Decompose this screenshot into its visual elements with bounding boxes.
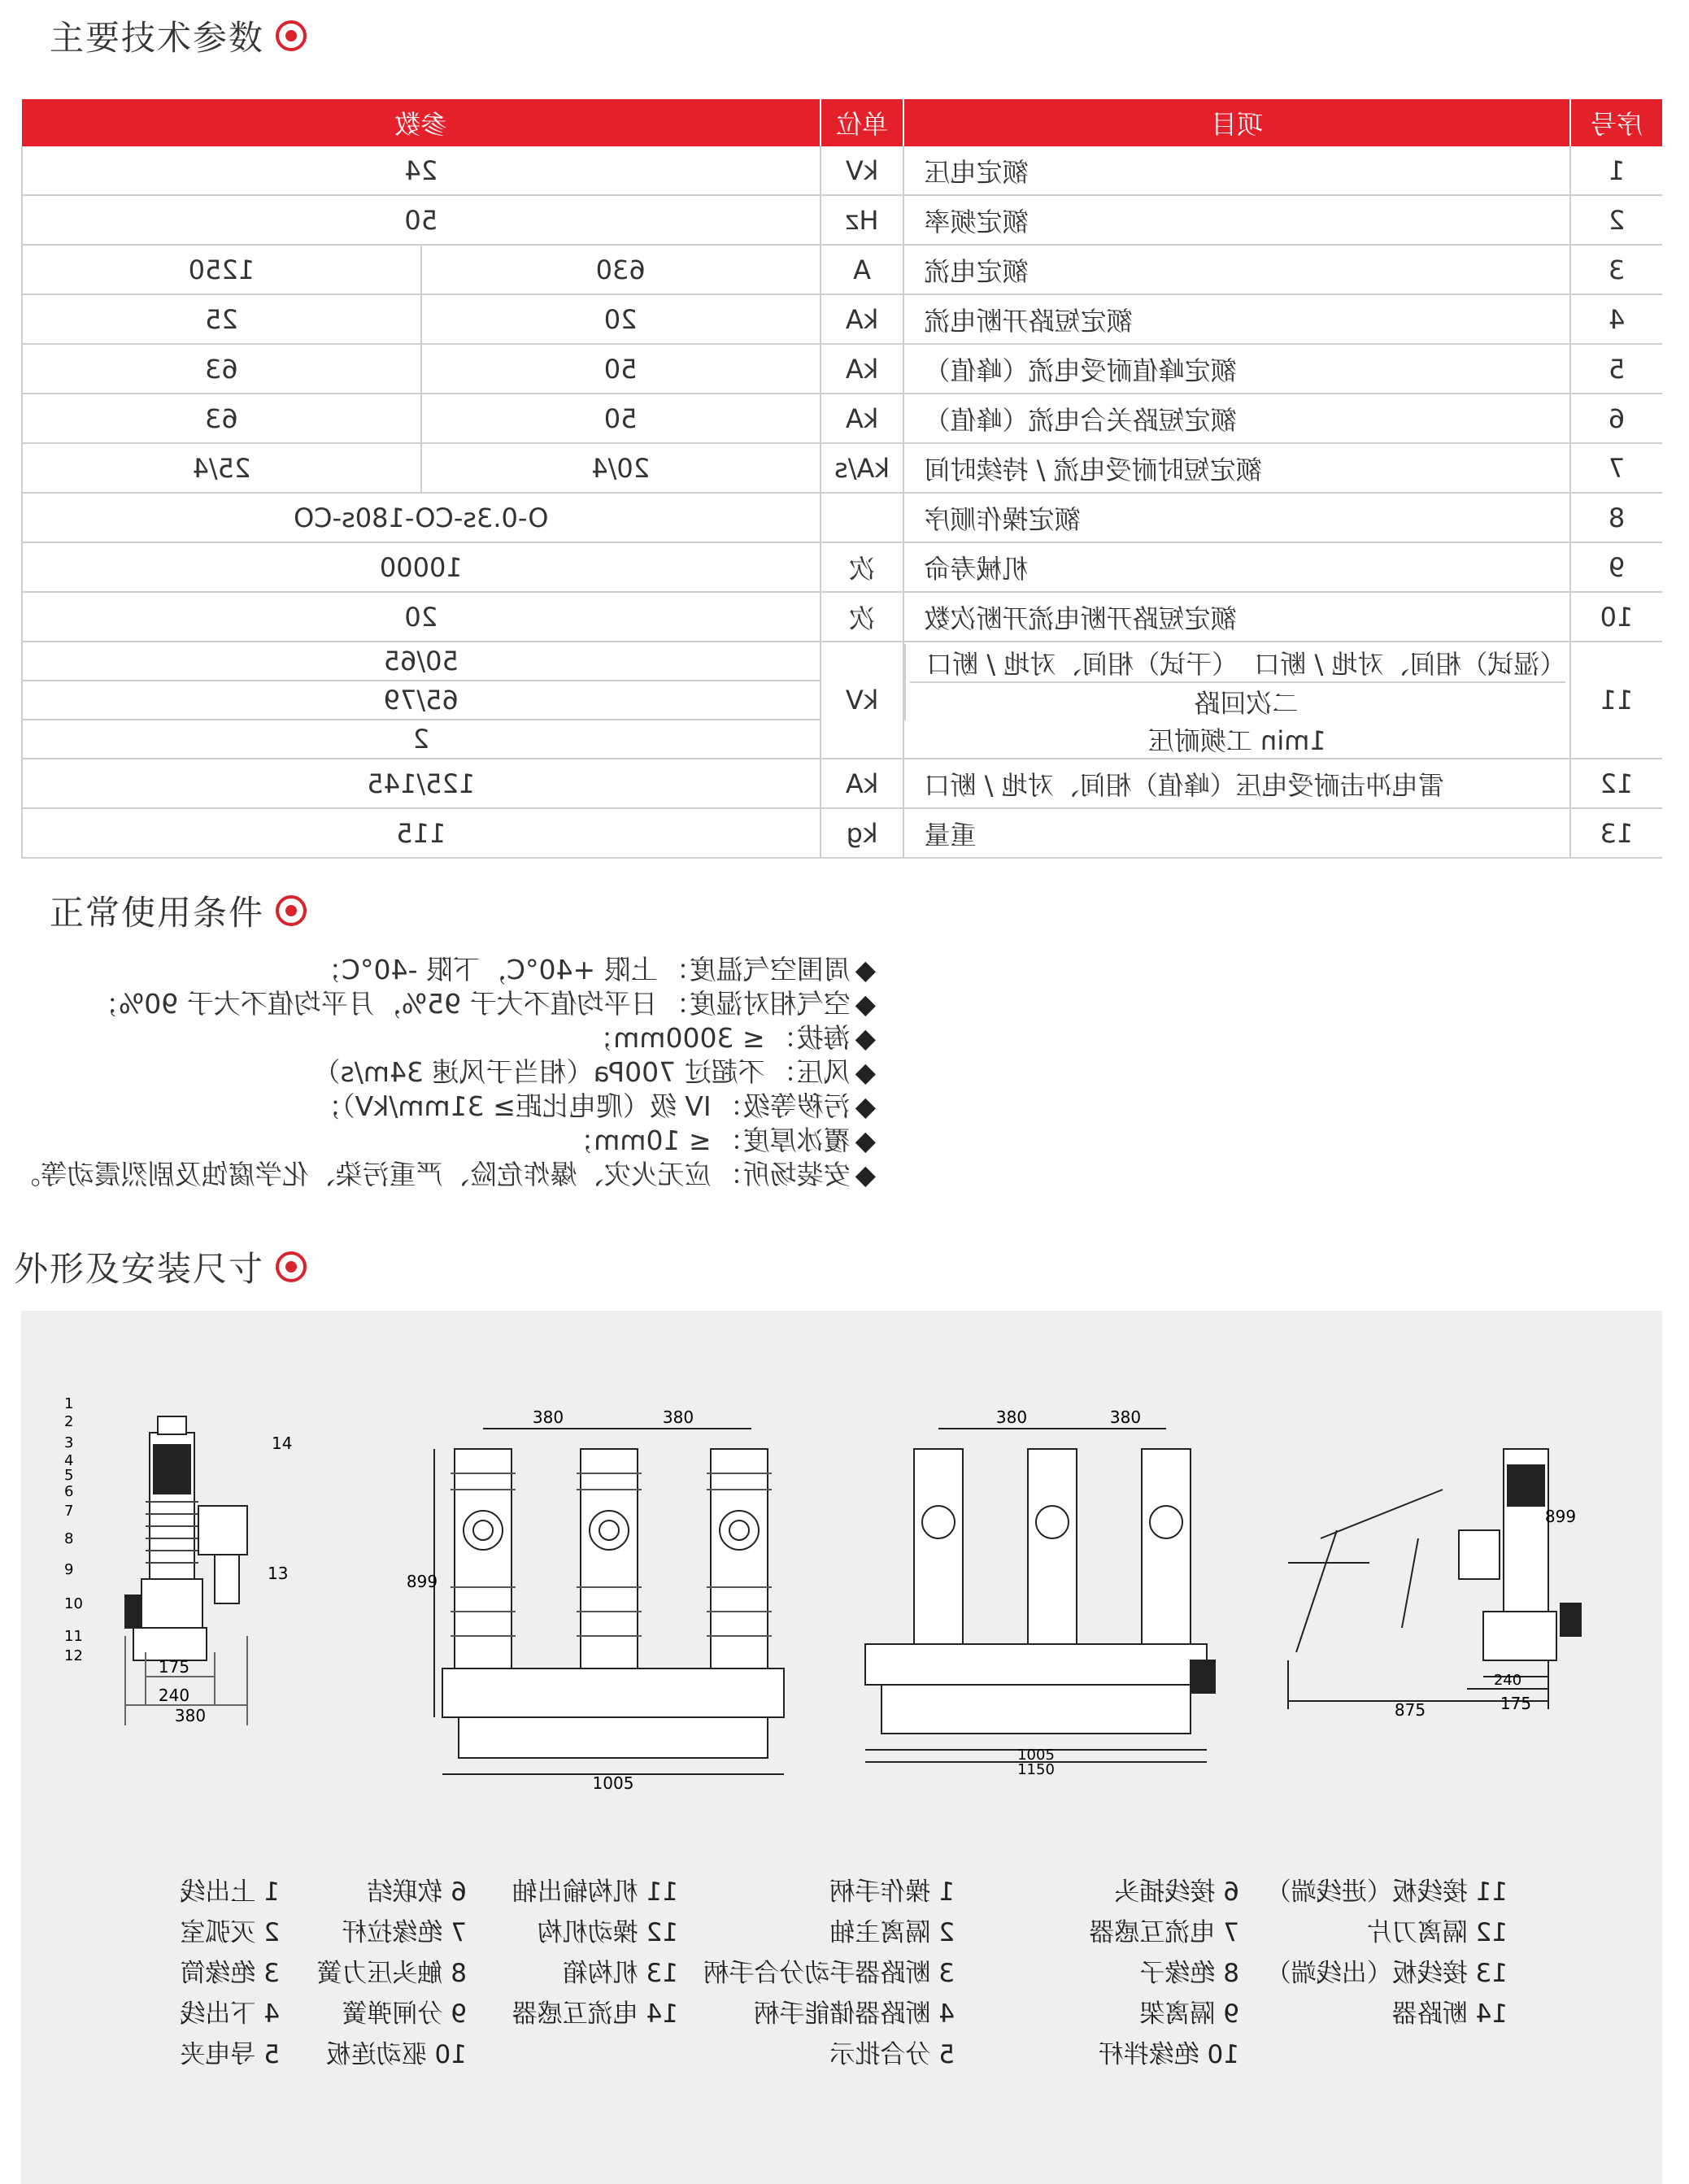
cell-item: [904, 542, 1571, 592]
cell-text: 63: [205, 402, 238, 434]
drawing-panel: [21, 1311, 1662, 2184]
legend-item: 6 软联结: [367, 1877, 467, 1907]
condition-item: [13, 1158, 876, 1192]
cell-text: kA: [845, 768, 879, 799]
cell-value: [22, 245, 421, 294]
legend-item: 4 下出线: [180, 1999, 280, 2029]
cell-text: 1250: [188, 254, 255, 285]
table-row: [22, 195, 1662, 245]
cell-item: 1min 工频耐压: [1147, 725, 1326, 756]
cell-text: 20: [404, 601, 438, 633]
callout-3: 3: [64, 1434, 74, 1451]
legend-item: 2 灭弧室: [180, 1918, 280, 1947]
callout-12: 12: [64, 1647, 83, 1664]
cell-value: [421, 394, 821, 443]
cell-no: [1570, 394, 1662, 443]
condition-item: [22, 987, 876, 1021]
cell-unit: [821, 592, 904, 642]
legend-item: 7 绝缘拉杆: [342, 1918, 467, 1947]
cell-value: [421, 344, 821, 394]
cell-text: 额定短时耐受电流 / 持续时间: [924, 454, 1262, 485]
cell-text: 2: [1608, 204, 1626, 236]
cell-value: [22, 344, 421, 394]
legend-b-col-2: [1089, 1872, 1239, 2075]
dim-240: 240: [1493, 1672, 1522, 1689]
legend-item: 11 机构输出轴: [511, 1877, 678, 1907]
cell-text: 4: [1608, 303, 1626, 335]
cell-text: 1: [1608, 154, 1626, 186]
cell-text: 25/4: [192, 452, 251, 484]
cell-text: O-0.3s-CO-180s-CO: [294, 502, 549, 533]
cell-no: [1570, 195, 1662, 245]
dim-875: 875: [1394, 1700, 1426, 1720]
legend-item: 2 隔离主轴: [829, 1918, 955, 1947]
table-row: [22, 592, 1662, 642]
cell-text: 10000: [379, 551, 463, 583]
cell-text: 125/145: [367, 768, 476, 799]
cell-text: kV: [845, 154, 879, 186]
cell-text: 次: [849, 553, 876, 585]
cell-value: [22, 493, 821, 542]
cell-value: [22, 720, 821, 759]
cell-value: [22, 681, 821, 720]
cell-text: 额定短路关合电流（峰值）: [924, 404, 1237, 436]
cell-value: [22, 592, 821, 642]
cell-subitem: （湿试）相间、对地 / 断口: [1238, 644, 1565, 683]
cell-text: 50: [404, 204, 438, 236]
cell-text: 7: [1608, 452, 1626, 484]
legend-item: 7 电流互感器: [1089, 1918, 1239, 1947]
cell-unit: [821, 146, 904, 195]
spec-table: [21, 99, 1662, 859]
dim-1150: 1150: [1017, 1761, 1055, 1778]
cell-text: 115: [396, 817, 446, 849]
cell-text: 630: [595, 254, 646, 285]
cell-text: 65/79: [383, 685, 459, 716]
cell-item: [904, 493, 1571, 542]
table-row: [22, 493, 1662, 542]
cell-text: 机械寿命: [924, 553, 1029, 585]
cell-no: [1570, 344, 1662, 394]
cell-value: [421, 294, 821, 344]
legend-item: 9 隔离架: [1139, 1999, 1239, 2029]
cell-text: kA/s: [834, 452, 890, 484]
header-no: 序号: [1570, 99, 1662, 146]
legend-a-col-3: [512, 1872, 678, 2034]
cell-text: 10: [1600, 601, 1634, 633]
cell-unit: [821, 245, 904, 294]
cell-text: 雷电冲击耐受电压（峰值）相间、对地 / 断口: [924, 769, 1444, 801]
cell-item: [904, 245, 1571, 294]
condition-value: 不超过 700Pa（相当于风速 34m/s）: [313, 1056, 765, 1088]
cell-no: [1570, 493, 1662, 542]
legend-item: 11 接线板（进线端）: [1265, 1877, 1508, 1907]
cell-text: 额定电流: [924, 255, 1029, 287]
conditions-section-title: [50, 886, 307, 935]
cell-value: [22, 195, 821, 245]
table-row: [22, 542, 1662, 592]
table-row: [22, 808, 1662, 858]
condition-value: IV 级（爬电比距≥ 31mm/kV）；: [315, 1090, 712, 1122]
header-unit: 单位: [821, 99, 904, 146]
callout-5: 5: [64, 1467, 74, 1484]
cell-no: [1570, 146, 1662, 195]
table-row: [22, 443, 1662, 493]
cell-item: [904, 443, 1571, 493]
condition-key: 风压：: [769, 1056, 851, 1088]
cell-unit: [821, 759, 904, 808]
cell-text: 额定频率: [924, 206, 1029, 237]
target-icon: [276, 1251, 307, 1282]
cell-no: [1570, 542, 1662, 592]
dim-380: 380: [174, 1706, 207, 1725]
cell-text: kg: [846, 817, 878, 849]
legend-a-col-2: [316, 1872, 467, 2075]
legend-item: 12 隔离刀片: [1366, 1918, 1508, 1947]
dim-380: 380: [532, 1407, 564, 1427]
legend-item: 8 触头压力簧: [316, 1959, 467, 1988]
dim-899: 899: [406, 1572, 438, 1591]
cell-text: 24: [404, 154, 438, 186]
cell-text: 50: [603, 353, 638, 385]
cell-item: [904, 592, 1571, 642]
condition-value: ≤ 3000mm；: [586, 1022, 765, 1054]
condition-key: 污秽等级：: [716, 1090, 851, 1122]
callout-14: 14: [272, 1434, 293, 1453]
cell-value: [22, 642, 821, 681]
cell-value: [421, 443, 821, 493]
cell-unit: [821, 642, 904, 759]
legend-a-col-1: [180, 1872, 280, 2075]
cell-text: 重量: [924, 819, 977, 851]
conditions-list: [13, 953, 876, 1192]
dim-175: 175: [1500, 1694, 1532, 1713]
cell-value: [22, 808, 821, 858]
legend-item: 6 接线插头: [1114, 1877, 1239, 1907]
legend-b-col-1: [703, 1872, 955, 2075]
diamond-bullet-icon: ◆: [855, 1022, 876, 1054]
specs-section-title: [50, 11, 307, 60]
cell-text: 次: [849, 603, 876, 634]
cell-value: [22, 759, 821, 808]
cell-text: 额定峰值耐受电流（峰值）: [924, 355, 1237, 386]
cell-item: [904, 294, 1571, 344]
cell-unit: [821, 443, 904, 493]
cell-unit: [821, 808, 904, 858]
header-param: 参数: [22, 99, 821, 146]
condition-item: [22, 1021, 876, 1055]
cell-value: [421, 245, 821, 294]
cell-item: [904, 146, 1571, 195]
legend-item: 3 断路器手动分合手柄: [703, 1959, 955, 1988]
cell-unit: [821, 294, 904, 344]
cell-text: kA: [845, 303, 879, 335]
callout-4: 4: [64, 1452, 74, 1469]
cell-text: kV: [845, 685, 879, 716]
condition-item: [22, 953, 876, 987]
side-view-b-drawing: [1256, 1416, 1597, 1725]
cell-text: Hz: [845, 204, 879, 236]
callout-11: 11: [64, 1628, 83, 1645]
cell-text: 25: [205, 303, 238, 335]
cell-value: [22, 542, 821, 592]
table-row: [22, 146, 1662, 195]
table-row: [22, 642, 1662, 681]
legend-item: 13 机构箱: [562, 1959, 678, 1988]
callout-1: 1: [64, 1395, 74, 1412]
cell-text: 20: [603, 303, 638, 335]
diamond-bullet-icon: ◆: [855, 954, 876, 985]
cell-text: 8: [1608, 502, 1626, 533]
condition-value: 日平均值不大于 95%，月平均值不大于 90%；: [91, 988, 658, 1020]
cell-no: [1570, 294, 1662, 344]
cell-no: [1570, 759, 1662, 808]
legend-item: 1 上出线: [180, 1877, 280, 1907]
legend-item: 14 断路器: [1391, 1999, 1508, 2029]
cell-text: 额定操作顺序: [924, 503, 1081, 535]
callout-10: 10: [64, 1595, 83, 1612]
dim-380: 380: [995, 1407, 1028, 1427]
cell-text: kA: [845, 402, 879, 434]
target-icon: [276, 895, 307, 926]
cell-value: [22, 394, 421, 443]
condition-key: 海拔：: [769, 1022, 851, 1054]
legend-item: 5 导电夹: [180, 2040, 280, 2069]
legend-item: 13 接线板（出线端）: [1265, 1959, 1508, 1988]
condition-value: 上限 +40°C，下限 -40°C；: [315, 954, 658, 985]
callout-13: 13: [268, 1564, 289, 1583]
front-view-a-drawing: [353, 1400, 784, 1793]
table-row: [22, 294, 1662, 344]
cell-text: 11: [1600, 685, 1634, 716]
cell-text: 额定短路开断电流: [924, 305, 1133, 337]
condition-key: 覆冰厚度：: [716, 1125, 851, 1156]
cell-text: 12: [1600, 768, 1634, 799]
cell-subitem: （干试）相间、对地 / 断口: [910, 644, 1238, 683]
diamond-bullet-icon: ◆: [855, 988, 876, 1020]
legend-item: 14 电流互感器: [511, 1999, 678, 2029]
callout-9: 9: [64, 1561, 74, 1578]
legend-item: 4 断路器储能手柄: [754, 1999, 955, 2029]
condition-key: 周围空气温度：: [662, 954, 851, 985]
table-header: [22, 99, 1662, 146]
condition-item: [22, 1090, 876, 1124]
legend-item: 10 驱动连板: [325, 2040, 467, 2069]
cell-no: [1570, 443, 1662, 493]
cell-text: 额定短路开断电流开断次数: [924, 603, 1237, 634]
legend-item: 5 分合批示: [829, 2040, 955, 2069]
table-row: [22, 245, 1662, 294]
cell-text: 6: [1608, 402, 1626, 434]
cell-no: [1570, 245, 1662, 294]
cell-unit: [821, 542, 904, 592]
front-view-b-drawing: [816, 1400, 1207, 1778]
cell-text: 13: [1600, 817, 1634, 849]
cell-text: 3: [1608, 254, 1626, 285]
cell-no: [1570, 808, 1662, 858]
diamond-bullet-icon: ◆: [855, 1125, 876, 1156]
legend-item: 9 分闸弹簧: [342, 1999, 467, 2029]
cell-text: 额定电压: [924, 156, 1029, 188]
condition-key: 空气相对湿度：: [662, 988, 851, 1020]
legend-item: 8 绝缘子: [1139, 1959, 1239, 1988]
cell-value: [22, 146, 821, 195]
condition-value: ≤ 10mm；: [567, 1125, 712, 1156]
cell-item: [904, 344, 1571, 394]
table-row: [22, 344, 1662, 394]
side-view-a-drawing: [64, 1384, 296, 1725]
cell-text: 2: [412, 724, 429, 755]
cell-item-group: [904, 642, 1571, 759]
cell-unit: [821, 344, 904, 394]
section-title-text: 主要技术参数: [49, 18, 264, 58]
section-title-text: 外形及安装尺寸: [13, 1249, 264, 1289]
legend-b-col-3: [1266, 1872, 1508, 2034]
cell-item: [904, 759, 1571, 808]
dim-240: 240: [158, 1686, 190, 1705]
dim-380: 380: [662, 1407, 694, 1427]
condition-value: 应无火灾、爆炸危险、严重污染、化学腐蚀及剧烈震动等。: [13, 1159, 712, 1190]
callout-2: 2: [64, 1413, 74, 1430]
legend-item: 12 操动机构: [537, 1918, 678, 1947]
header-item: 项目: [904, 99, 1571, 146]
dim-1005: 1005: [1017, 1747, 1055, 1764]
dim-175: 175: [158, 1657, 190, 1677]
table-row: [22, 394, 1662, 443]
callout-8: 8: [64, 1530, 74, 1547]
cell-text: A: [853, 254, 871, 285]
cell-unit: [821, 195, 904, 245]
legend-item: 1 操作手柄: [829, 1877, 955, 1907]
condition-item: [22, 1055, 876, 1090]
cell-text: 50/65: [383, 646, 459, 677]
cell-unit: [821, 394, 904, 443]
cell-item: [904, 394, 1571, 443]
condition-item: [22, 1124, 876, 1158]
cell-value: [22, 443, 421, 493]
cell-text: 9: [1608, 551, 1626, 583]
table-row: [22, 759, 1662, 808]
diamond-bullet-icon: ◆: [855, 1159, 876, 1190]
diamond-bullet-icon: ◆: [855, 1056, 876, 1088]
legend-item: 10 绝缘拌杆: [1098, 2040, 1239, 2069]
cell-unit: [821, 493, 904, 542]
dimensions-section-title: [14, 1242, 307, 1291]
cell-text: 63: [205, 353, 238, 385]
cell-text: 20/4: [591, 452, 651, 484]
cell-no: [1570, 642, 1662, 759]
dim-1005: 1005: [592, 1773, 634, 1793]
section-title-text: 正常使用条件: [49, 893, 264, 933]
callout-6: 6: [64, 1483, 74, 1500]
cell-text: kA: [845, 353, 879, 385]
condition-key: 安装场所：: [716, 1159, 851, 1190]
dim-380: 380: [1109, 1407, 1142, 1427]
cell-value: [22, 294, 421, 344]
cell-text: 50: [603, 402, 638, 434]
cell-subitem: 二次回路: [1194, 688, 1299, 719]
cell-text: 5: [1608, 353, 1626, 385]
diamond-bullet-icon: ◆: [855, 1090, 876, 1122]
dim-899: 899: [1544, 1507, 1577, 1526]
cell-item: [904, 808, 1571, 858]
legend-item: 3 绝缘筒: [180, 1959, 280, 1988]
callout-7: 7: [64, 1503, 74, 1520]
cell-item: [904, 195, 1571, 245]
target-icon: [276, 20, 307, 51]
cell-no: [1570, 592, 1662, 642]
